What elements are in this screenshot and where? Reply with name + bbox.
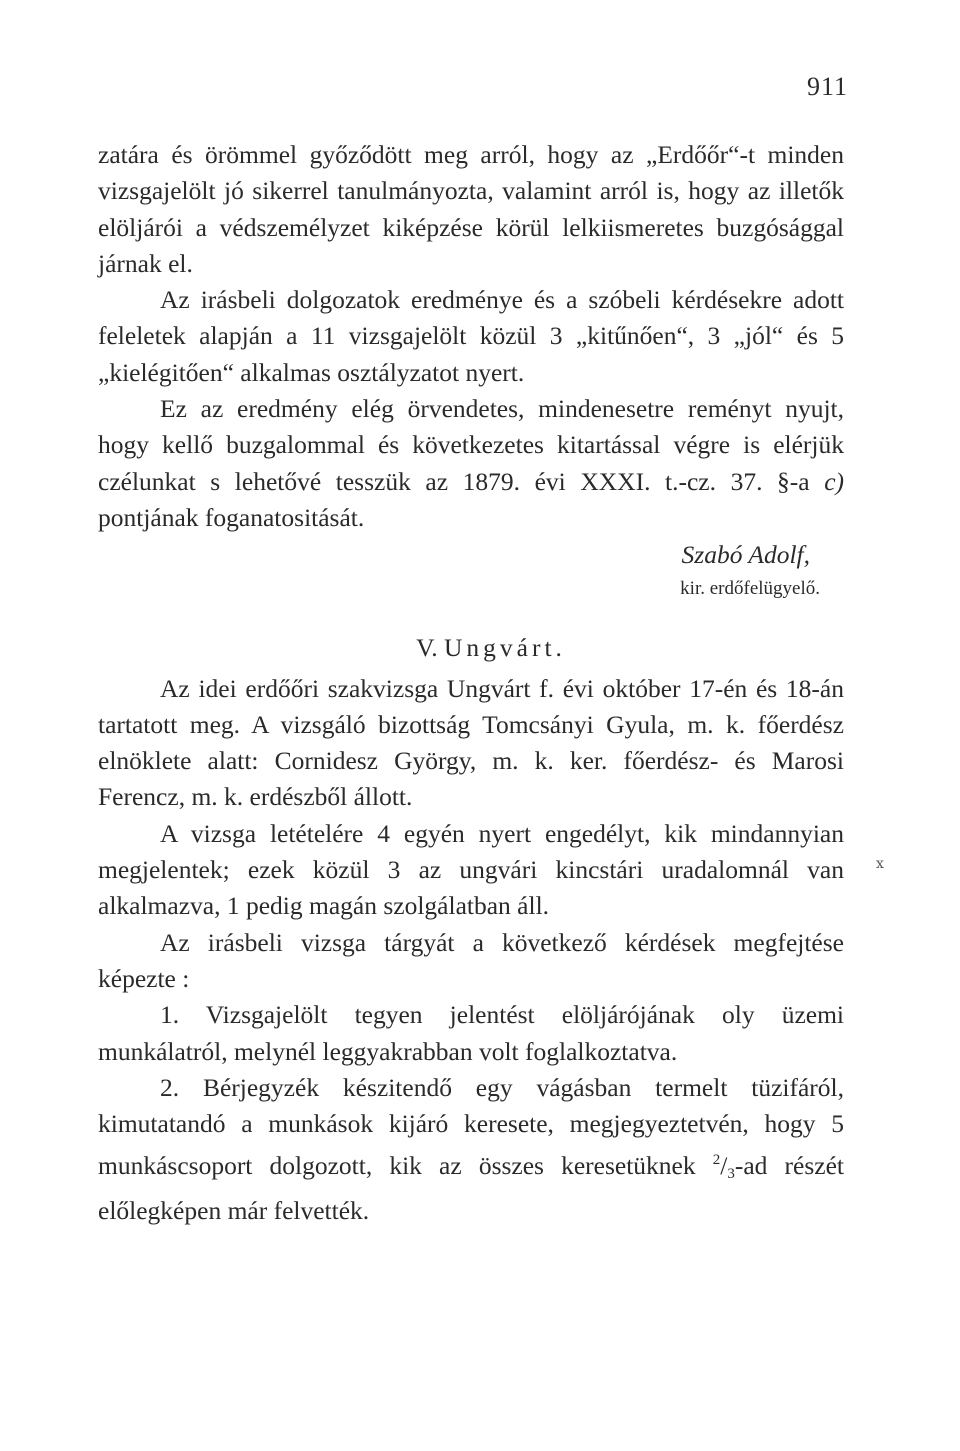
paragraph: Az irásbeli dolgozatok eredménye és a szóbeli kérdésekre adott feleletek alapján a 11 vizsgajelölt közül 3 „kitűnően“, 3 „jól“ és 5 „kielégitően“ alkalmas osztályzatot nyert. bbox=[98, 285, 844, 387]
signature-name: Szabó Adolf, bbox=[681, 540, 810, 570]
section-number: V. bbox=[416, 633, 438, 663]
section-heading bbox=[98, 630, 844, 666]
paragraph: A vizsga letételére 4 egyén nyert engedélyt, kik mindannyian megjelentek; ezek közül 3 az ungvári kincstári uradalomnál van alkalmazva, 1 pedig magán szolgálatban áll. bbox=[98, 818, 844, 921]
paragraph-text: 2. Bérjegyzék készitendő egy vágásban termelt tüzifáról, kimutatandó a munkások kijáró keresete, megjegyeztetvén, hogy 5 munkáscsoport dolgozott, kik az összes keresetüknek bbox=[98, 1072, 844, 1181]
paragraph-italic: c) bbox=[824, 466, 844, 496]
paragraph: 2. Bérjegyzék készitendő egy vágásban termelt tüzifáról, kimutatandó a munkások kijáró keresete, megjegyeztetvén, hogy 5 munkáscsoport dolgozott, kik az összes keresetüknek $^2$/3-ad részét előlegképen már felvették. bbox=[98, 1072, 845, 1225]
paragraph-text: Ez az eredmény elég örvendetes, mindenesetre reményt nyujt, hogy kellő buzgalommal és következetes kitartással végre is elérjük czélunkat s lehetővé tesszük az 1879. évi XXXI. t.-cz. 37. §-a bbox=[98, 394, 844, 496]
paragraph: 1. Vizsgajelölt tegyen jelentést elöljárójának oly üzemi munkálatról, melynél leggyakrabban volt foglalkoztatva. bbox=[98, 1000, 844, 1066]
margin-mark: ⅹ bbox=[876, 857, 884, 872]
fraction-numerator: 2 bbox=[712, 1152, 721, 1169]
fraction-denominator: 3 bbox=[727, 1166, 735, 1183]
paragraph: Az idei erdőőri szakvizsga Ungvárt f. évi október 17-én és 18-án tartatott meg. A vizsgáló bizottság Tomcsányi Gyula, m. k. főerdész elnöklete alatt: Cornidesz György, m. k. ker. főerdész- és Marosi Ferencz, m. k. erdészből állott. bbox=[98, 673, 844, 812]
page-number: 911 bbox=[806, 72, 848, 101]
paragraph: Az irásbeli vizsga tárgyát a következő kérdések megfejtése képezte : bbox=[98, 927, 844, 993]
section-title: Ungvárt. bbox=[443, 633, 566, 663]
signature-title: kir. erdőfelügyelő. bbox=[680, 578, 820, 600]
paragraph-text: pontjának foganatositását. bbox=[98, 502, 365, 532]
paragraph bbox=[98, 391, 844, 536]
paragraph: zatára és örömmel győződött meg arról, hogy az „Erdőőr“-t minden vizsgajelölt jó sikerrel tanulmányozta, valamint arról is, hogy az illetők elöljárói a védszemélyzet kiképzése körül lelkiismeretes buzgósággal járnak el. bbox=[98, 140, 844, 278]
paragraph-text: -ad részét előlegképen már felvették. bbox=[98, 1151, 845, 1225]
body-text bbox=[98, 137, 844, 1229]
